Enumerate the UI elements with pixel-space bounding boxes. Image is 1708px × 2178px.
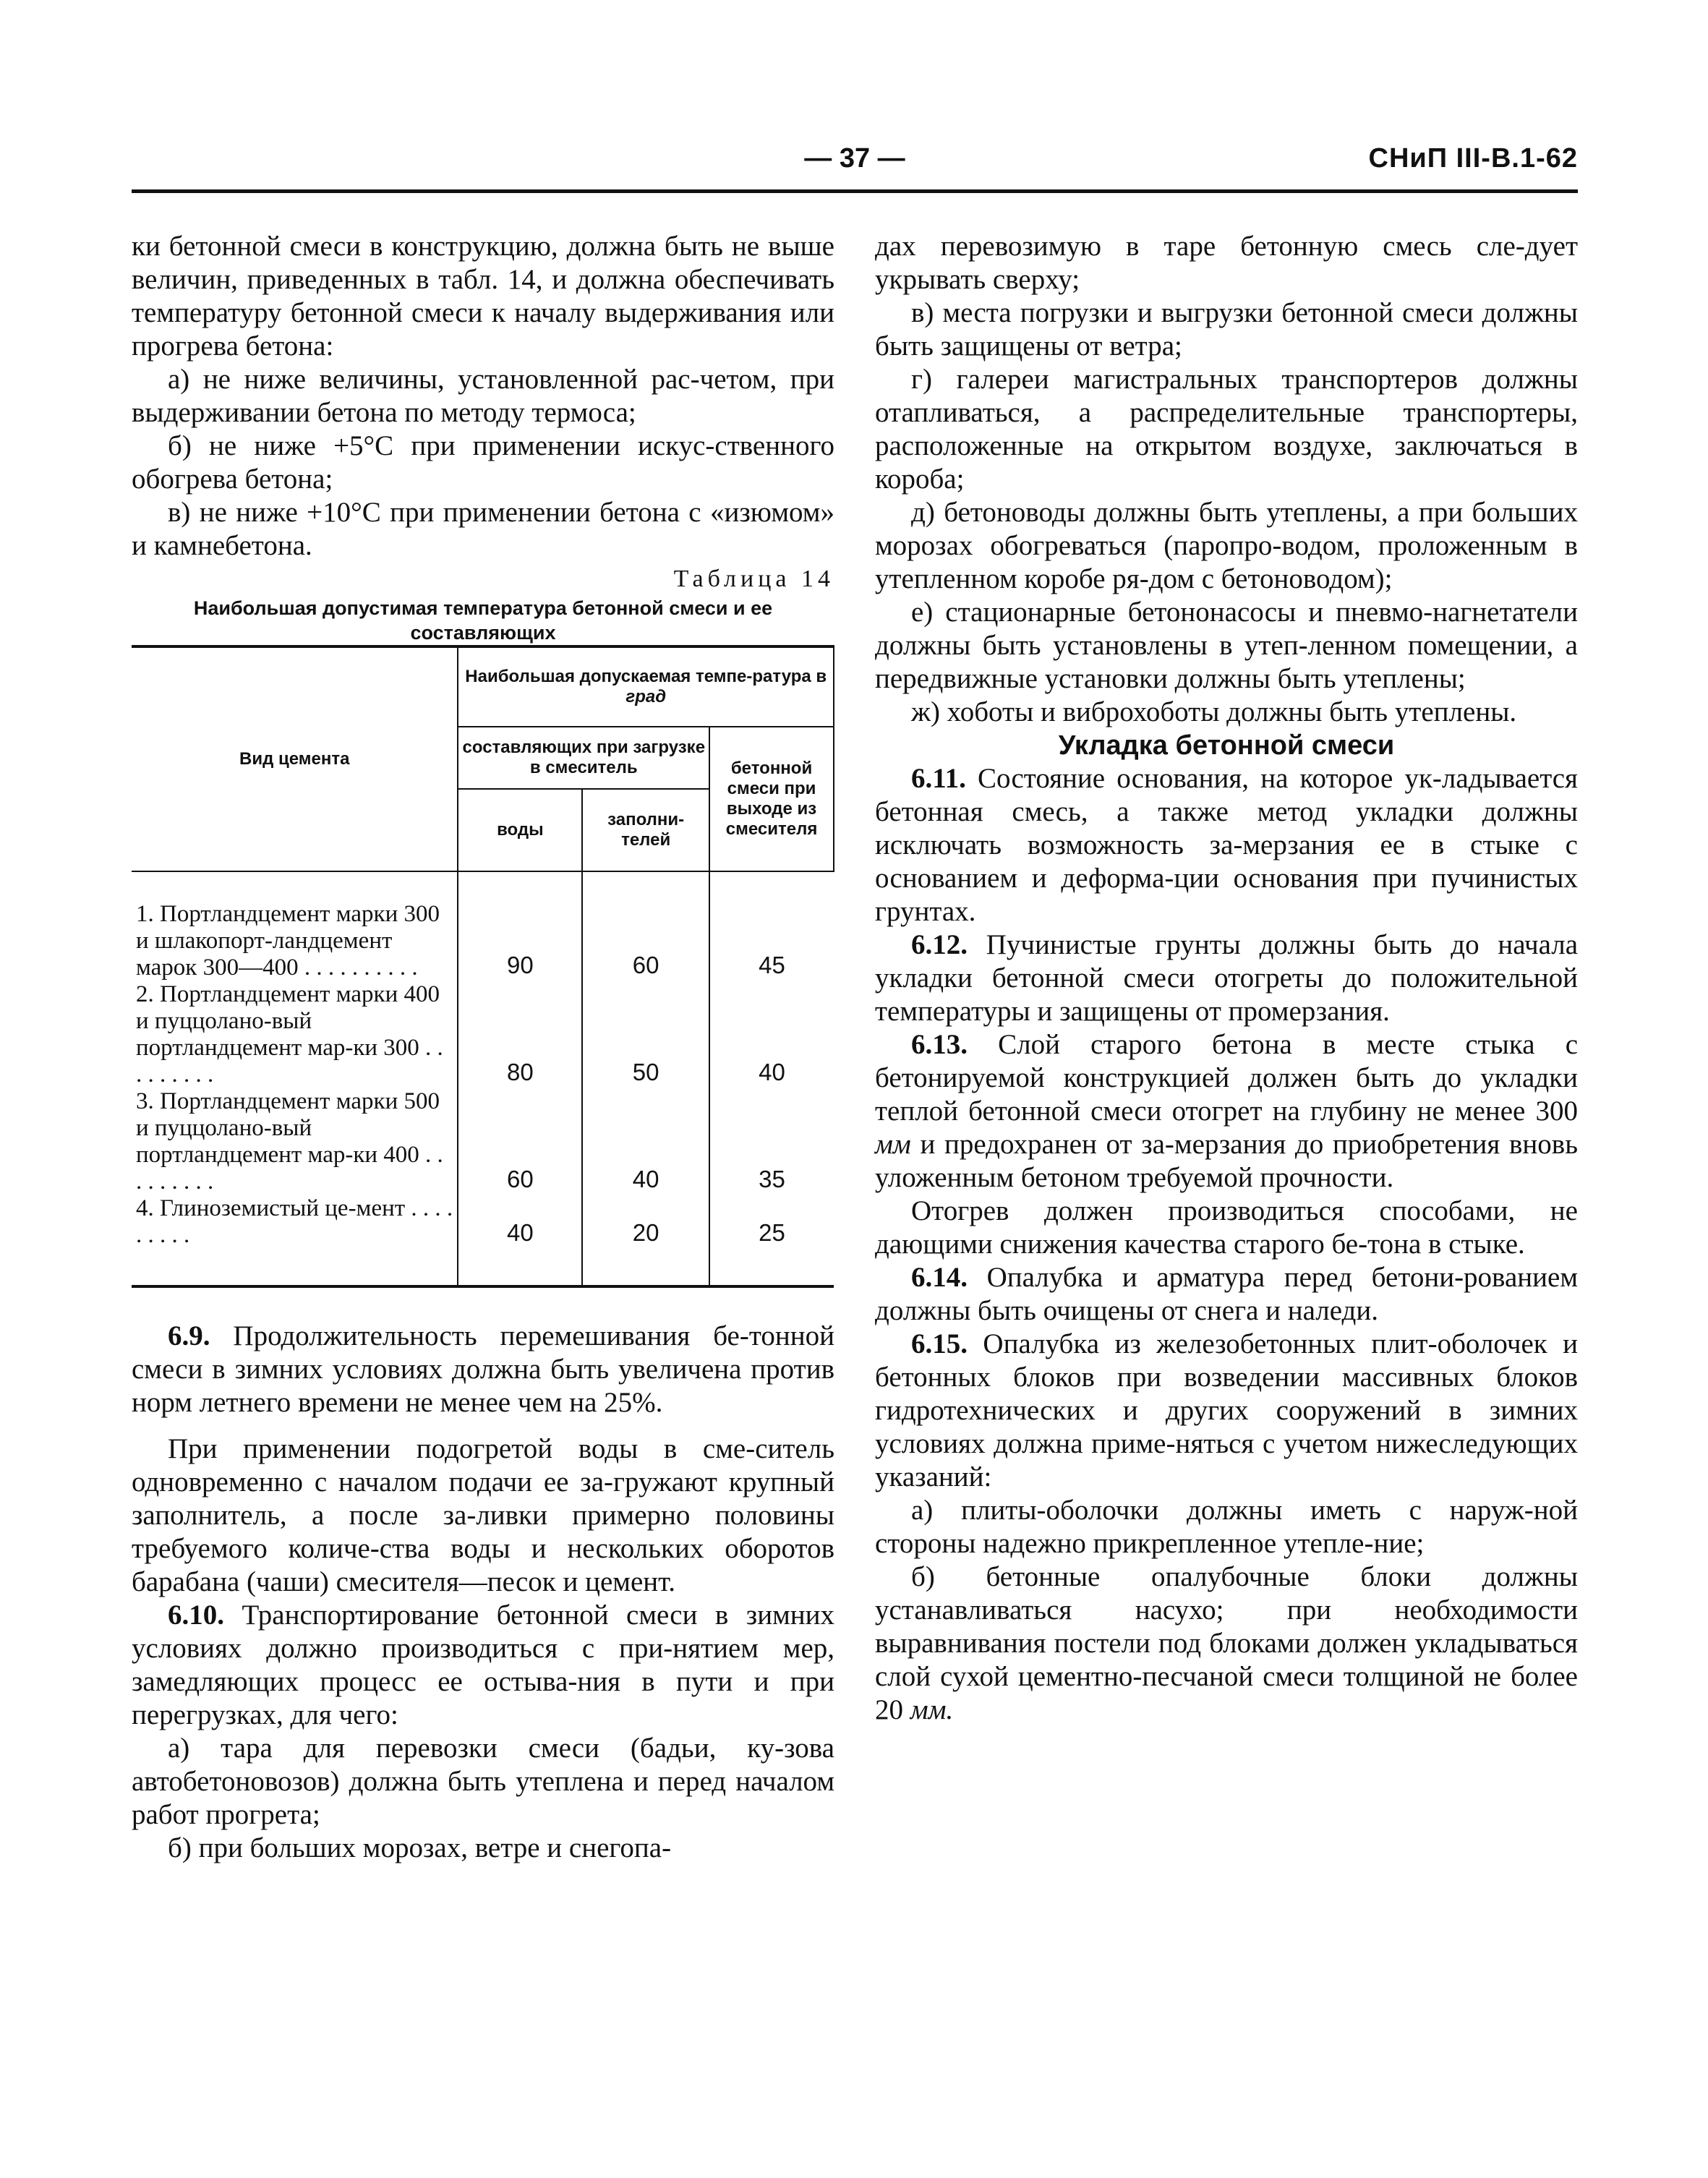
paragraph-6-13 <box>875 1028 1578 1195</box>
cell-mix: 40 <box>709 981 834 1088</box>
cell-cement-type: 3. Портландцемент марки 500 и пуццолано-вый портландцемент мар-ки 400 . . . . . . . . . <box>132 1088 458 1195</box>
clause-number: 6.10. <box>168 1600 224 1631</box>
clause-text: Продолжительность перемешивания бе-тонной смеси в зимних условиях должна быть увеличена против норм летнего времени не менее чем на 25%. <box>132 1320 834 1418</box>
paragraph-6-10 <box>132 1599 834 1732</box>
right-column <box>875 230 1578 1727</box>
header-cement-type: Вид цемента <box>132 646 458 871</box>
cell-mix: 45 <box>709 871 834 981</box>
clause-text-end: и предохранен от за-мерзания до приобретения вновь уложенным бетоном требуемой прочности. <box>875 1129 1578 1193</box>
document-code: СНиП III-В.1-62 <box>1368 143 1578 174</box>
cell-fillers: 50 <box>582 981 709 1088</box>
paragraph-6-9-cont: При применении подогретой воды в сме-ситель одновременно с началом подачи ее за-гружают крупный заполнитель, а после за-ливки примерно половины требуемого количе-ства воды и нескольких оборотов барабана (чаши) смесителя—песок и цемент. <box>132 1433 834 1597</box>
header-rule <box>132 189 1578 193</box>
table-row <box>132 981 834 1088</box>
clause-text: б) бетонные опалубочные блоки должны устанавливаться насухо; при необходимости выравнивания постели под блоками должен укладываться слой сухой цементно-песчаной смеси толщиной не более 20 <box>875 1561 1578 1725</box>
list-item-a: а) тара для перевозки смеси (бадьи, ку-зова автобетоновозов) должна быть утеплена и перед началом работ прогрета; <box>132 1733 834 1830</box>
clause-text: Состояние основания, на которое ук-ладывается бетонная смесь, а также метод укладки должны исключать возможность за-мерзания ее в стыке с основанием и деформа-ции основания при пучинистых грунтах. <box>875 763 1578 927</box>
clause-text: Опалубка из железобетонных плит-оболочек и бетонных блоков при возведении массивных блоков гидротехнических и других сооружений в зимних условиях должна приме-няться с учетом нижеследующих указаний: <box>875 1328 1578 1492</box>
paragraph-6-15 <box>875 1328 1578 1494</box>
clause-text: Опалубка и арматура перед бетони-рованием должны быть очищены от снега и наледи. <box>875 1262 1578 1326</box>
paragraph-6-9 <box>132 1320 834 1419</box>
cell-fillers: 40 <box>582 1088 709 1195</box>
list-item-b: б) при больших морозах, ветре и снегопа- <box>168 1832 672 1863</box>
cell-water: 80 <box>458 981 582 1088</box>
header-max-temp-unit: град <box>625 687 667 706</box>
list-item-g: г) галереи магистральных транспортеров должны отапливаться, а распределительные транспортеры, расположенные на открытом воздухе, заключаться в короба; <box>875 364 1578 495</box>
paragraph-6-12 <box>875 928 1578 1028</box>
table-label: Таблица 14 <box>673 565 834 592</box>
list-item-a: а) не ниже величины, установленной рас-четом, при выдерживании бетона по методу термоса; <box>132 364 834 428</box>
cell-fillers: 20 <box>582 1195 709 1286</box>
clause-text: Пучинистые грунты должны быть до начала укладки бетонной смеси отогреты до положительной температуры и защищены от промерзания. <box>875 929 1579 1027</box>
table-row <box>132 871 834 981</box>
clause-number: 6.15. <box>911 1328 968 1359</box>
clause-number: 6.11. <box>911 763 966 794</box>
header-components: составляющих при загрузке в смеситель <box>458 727 709 789</box>
temperature-table <box>132 645 834 1288</box>
clause-number: 6.14. <box>911 1262 968 1293</box>
list-item-d: д) бетоноводы должны быть утеплены, а при больших морозах обогреваться (паропро-водом, проложенным в утепленном коробе ря-дом с бетоноводом); <box>875 497 1578 594</box>
paragraph-6-13-cont: Отогрев должен производиться способами, не дающими снижения качества старого бе-тона в стыке. <box>875 1195 1578 1260</box>
cell-water: 60 <box>458 1088 582 1195</box>
table-row <box>132 1195 834 1286</box>
unit-text: мм <box>875 1129 911 1160</box>
cell-cement-type: 2. Портландцемент марки 400 и пуццолано-вый портландцемент мар-ки 300 . . . . . . . . . <box>132 981 458 1088</box>
cell-cement-type: 4. Глиноземистый це-мент . . . . . . . . . <box>132 1195 458 1286</box>
cell-water: 90 <box>458 871 582 981</box>
page-number: — 37 — <box>804 143 905 174</box>
table-caption: Наибольшая допустимая температура бетонной смеси и ее составляющих <box>193 597 773 644</box>
header-max-temp <box>458 646 834 727</box>
list-item-b: б) не ниже +5°С при применении искус-ственного обогрева бетона; <box>132 430 834 495</box>
header-mix-output: бетонной смеси при выходе из смесителя <box>709 727 834 871</box>
header-max-temp-text: Наибольшая допускаемая темпе-ратура в <box>465 667 827 686</box>
clause-number: 6.12. <box>911 929 968 960</box>
cell-water: 40 <box>458 1195 582 1286</box>
list-item-a: а) плиты-оболочки должны иметь с наруж-ной стороны надежно прикрепленное утепле-ние; <box>875 1495 1578 1559</box>
cell-fillers: 60 <box>582 871 709 981</box>
paragraph-continuation: дах перевозимую в таре бетонную смесь сле-дует укрывать сверху; <box>875 231 1578 295</box>
clause-text: Слой старого бетона в месте стыка с бетонируемой конструкцией должен быть до укладки теплой бетонной смеси отогрет на глубину не менее 300 <box>875 1029 1578 1127</box>
paragraph-6-11 <box>875 762 1578 928</box>
list-item-zh: ж) хоботы и виброхоботы должны быть утеплены. <box>911 696 1517 727</box>
list-item-v: в) места погрузки и выгрузки бетонной смеси должны быть защищены от ветра; <box>875 297 1578 362</box>
list-item-e: е) стационарные бетононасосы и пневмо-нагнетатели должны быть установлены в утеп-ленном помещении, а передвижные установки должны быть утеплены; <box>875 597 1578 694</box>
list-item-b <box>875 1560 1578 1727</box>
unit-text: мм. <box>910 1694 954 1725</box>
clause-number: 6.9. <box>168 1320 210 1351</box>
paragraph-continuation: ки бетонной смеси в конструкцию, должна быть не выше величин, приведенных в табл. 14, и должна обеспечивать температуру бетонной смеси к началу выдерживания или прогрева бетона: <box>132 231 834 362</box>
cell-cement-type: 1. Портландцемент марки 300 и шлакопорт-ландцемент марок 300—400 . . . . . . . . . . <box>132 871 458 981</box>
table-row <box>132 1088 834 1195</box>
paragraph-6-14 <box>875 1261 1578 1328</box>
clause-text: Транспортирование бетонной смеси в зимних условиях должно производиться с при-нятием мер, замедляющих процесс ее остыва-ния в пути и при перегрузках, для чего: <box>132 1600 835 1730</box>
page-header <box>132 143 1578 187</box>
header-water: воды <box>458 789 582 871</box>
cell-mix: 25 <box>709 1195 834 1286</box>
cell-mix: 35 <box>709 1088 834 1195</box>
section-title: Укладка бетонной смеси <box>1058 730 1395 761</box>
clause-number: 6.13. <box>911 1029 968 1060</box>
left-column <box>132 230 834 1865</box>
header-fillers: заполни-телей <box>582 789 709 871</box>
list-item-c: в) не ниже +10°С при применении бетона с «изюмом» и камнебетона. <box>132 497 834 561</box>
